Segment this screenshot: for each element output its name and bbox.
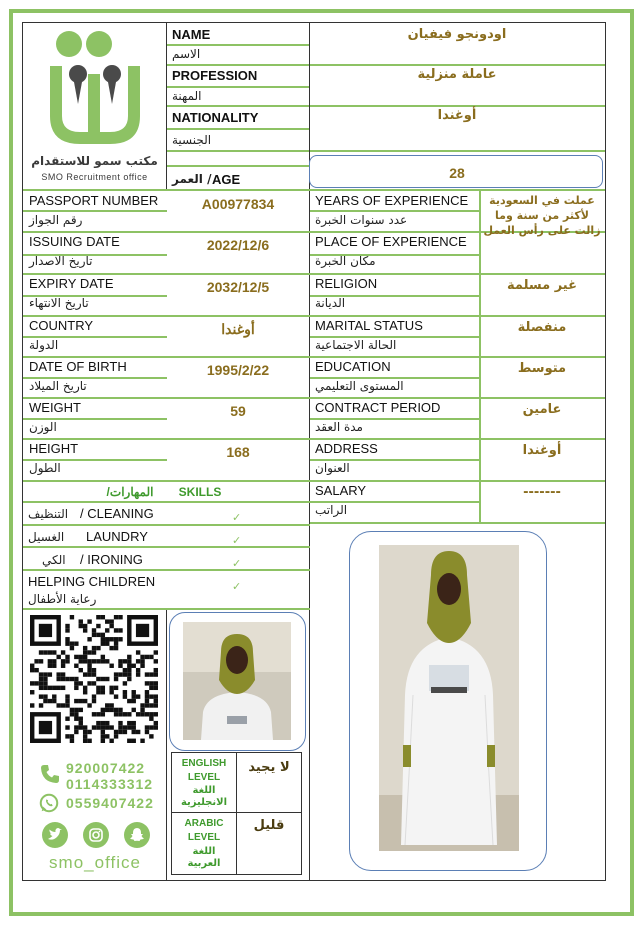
left-field-label: HEIGHT — [29, 441, 79, 456]
phone-1: 920007422 — [66, 760, 146, 776]
skills-header-en: SKILLS — [178, 485, 222, 499]
instagram-icon[interactable] — [82, 821, 110, 849]
portrait-photo — [183, 622, 291, 740]
left-field-label-ar: تاريخ الانتهاء — [29, 296, 89, 310]
skill-helping-children-label-ar: رعاية الأطفال — [28, 592, 97, 606]
skill-cleaning-check: ✓ — [232, 512, 242, 524]
right-field-label: EDUCATION — [315, 359, 391, 374]
right-field-label: MARITAL STATUS — [315, 318, 423, 333]
right-field-value: غير مسلمة — [507, 278, 577, 293]
full-body-figure — [379, 545, 519, 851]
skills-header-ar: /المهارات — [106, 485, 154, 499]
left-field-label: COUNTRY — [29, 318, 94, 333]
skill-cleaning-label: / CLEANING — [80, 506, 154, 521]
left-field-label: EXPIRY DATE — [29, 276, 114, 291]
left-field-label-ar: تاريخ الاصدار — [29, 254, 93, 268]
right-field-value: ------- — [523, 485, 561, 500]
skill-cleaning-label-ar: التنظيف — [28, 507, 69, 521]
english-level-value: لا يجيد — [248, 760, 290, 775]
experience-value: عملت في السعودية لأكثر من سنة وما زالت على رأس العمل — [483, 194, 601, 237]
arabic-level-value: قليل — [253, 818, 285, 833]
whatsapp-number: 0559407422 — [66, 795, 154, 811]
left-field-value: 2032/12/5 — [206, 279, 270, 295]
left-field-value: أوغندا — [221, 321, 255, 337]
skill-laundry-check: ✓ — [232, 535, 242, 547]
skill-helping-children-check: ✓ — [232, 581, 242, 593]
left-field-label-ar: الدولة — [29, 338, 59, 352]
right-field-label-ar: مكان الخبرة — [315, 254, 376, 268]
left-field-label: ISSUING DATE — [29, 234, 120, 249]
right-field-label: RELIGION — [315, 276, 378, 291]
right-field-label: CONTRACT PERIOD — [315, 400, 441, 415]
right-field-label-ar: عدد سنوات الخبرة — [315, 213, 408, 227]
phone-icon — [38, 762, 62, 786]
left-field-label: WEIGHT — [29, 400, 81, 415]
snapchat-icon[interactable] — [123, 821, 151, 849]
profession-label-ar: المهنة — [172, 89, 202, 103]
age-value: 28 — [449, 165, 465, 181]
right-field-value: أوغندا — [522, 443, 562, 458]
right-field-label: SALARY — [315, 483, 367, 498]
arabic-level-label-ar: اللغة العربية — [187, 846, 221, 869]
left-field-value: 168 — [226, 444, 250, 460]
logo — [24, 24, 165, 187]
right-field-label: PLACE OF EXPERIENCE — [315, 234, 467, 249]
qr-code — [30, 615, 158, 743]
left-field-label-ar: الوزن — [29, 420, 57, 434]
twitter-icon[interactable] — [41, 821, 69, 849]
right-field-label-ar: الديانة — [315, 296, 346, 310]
name-label-ar: الاسم — [172, 47, 201, 61]
left-field-label-ar: الطول — [29, 461, 61, 475]
left-field-value: 59 — [230, 403, 246, 419]
name-label: NAME — [172, 27, 211, 42]
age-label-ar: العمر / — [172, 172, 212, 186]
right-field-label-ar: الراتب — [315, 503, 348, 517]
right-field-label-ar: الحالة الاجتماعية — [315, 338, 397, 352]
right-field-label-ar: مدة العقد — [315, 420, 363, 434]
age-label: AGE — [212, 172, 241, 187]
skill-laundry-label-ar: الغسيل — [28, 530, 65, 544]
logo-mark — [24, 24, 165, 154]
right-field-label: YEARS OF EXPERIENCE — [315, 193, 469, 208]
portrait-figure — [183, 622, 291, 740]
full-body-photo — [379, 545, 519, 851]
nationality-label-ar: الجنسية — [172, 133, 212, 147]
name-value: اودونجو فيفيان — [407, 27, 507, 42]
left-field-label-ar: رقم الجواز — [29, 213, 83, 227]
nationality-value: أوغندا — [437, 108, 477, 123]
left-field-value: 1995/2/22 — [206, 362, 270, 378]
nationality-label: NATIONALITY — [172, 110, 259, 125]
logo-english: SMO Recruitment office — [41, 172, 148, 182]
english-level-label-ar: اللغة الانجليزية — [180, 785, 228, 808]
left-field-label: DATE OF BIRTH — [29, 359, 127, 374]
logo-arabic: مكتب سمو للاستقدام — [31, 154, 158, 168]
right-field-label: ADDRESS — [315, 441, 378, 456]
skill-ironing-check: ✓ — [232, 558, 242, 570]
profession-label: PROFESSION — [172, 68, 258, 83]
english-level-label: ENGLISH LEVEL — [181, 758, 227, 783]
phone-2: 0114333312 — [66, 776, 154, 792]
whatsapp-icon — [38, 792, 60, 814]
skill-ironing-label-ar: الكي — [42, 553, 66, 567]
social-handle: smo_office — [49, 853, 141, 872]
skill-ironing-label: / IRONING — [80, 552, 143, 567]
profession-value: عاملة منزلية — [417, 67, 497, 82]
left-field-value: 2022/12/6 — [206, 237, 270, 253]
left-field-value: A00977834 — [201, 196, 275, 212]
right-field-label-ar: العنوان — [315, 461, 350, 475]
skill-laundry-label: LAUNDRY — [86, 529, 148, 544]
right-field-value: متوسط — [517, 361, 567, 376]
arabic-level-label: ARABIC LEVEL — [184, 818, 224, 843]
left-field-label: PASSPORT NUMBER — [29, 193, 159, 208]
right-field-value: منفصلة — [517, 320, 567, 335]
skill-helping-children-label: HELPING CHILDREN — [28, 574, 156, 589]
left-field-label-ar: تاريخ الميلاد — [29, 379, 87, 393]
right-field-value: عامين — [522, 402, 562, 417]
right-field-label-ar: المستوى التعليمي — [315, 379, 404, 393]
